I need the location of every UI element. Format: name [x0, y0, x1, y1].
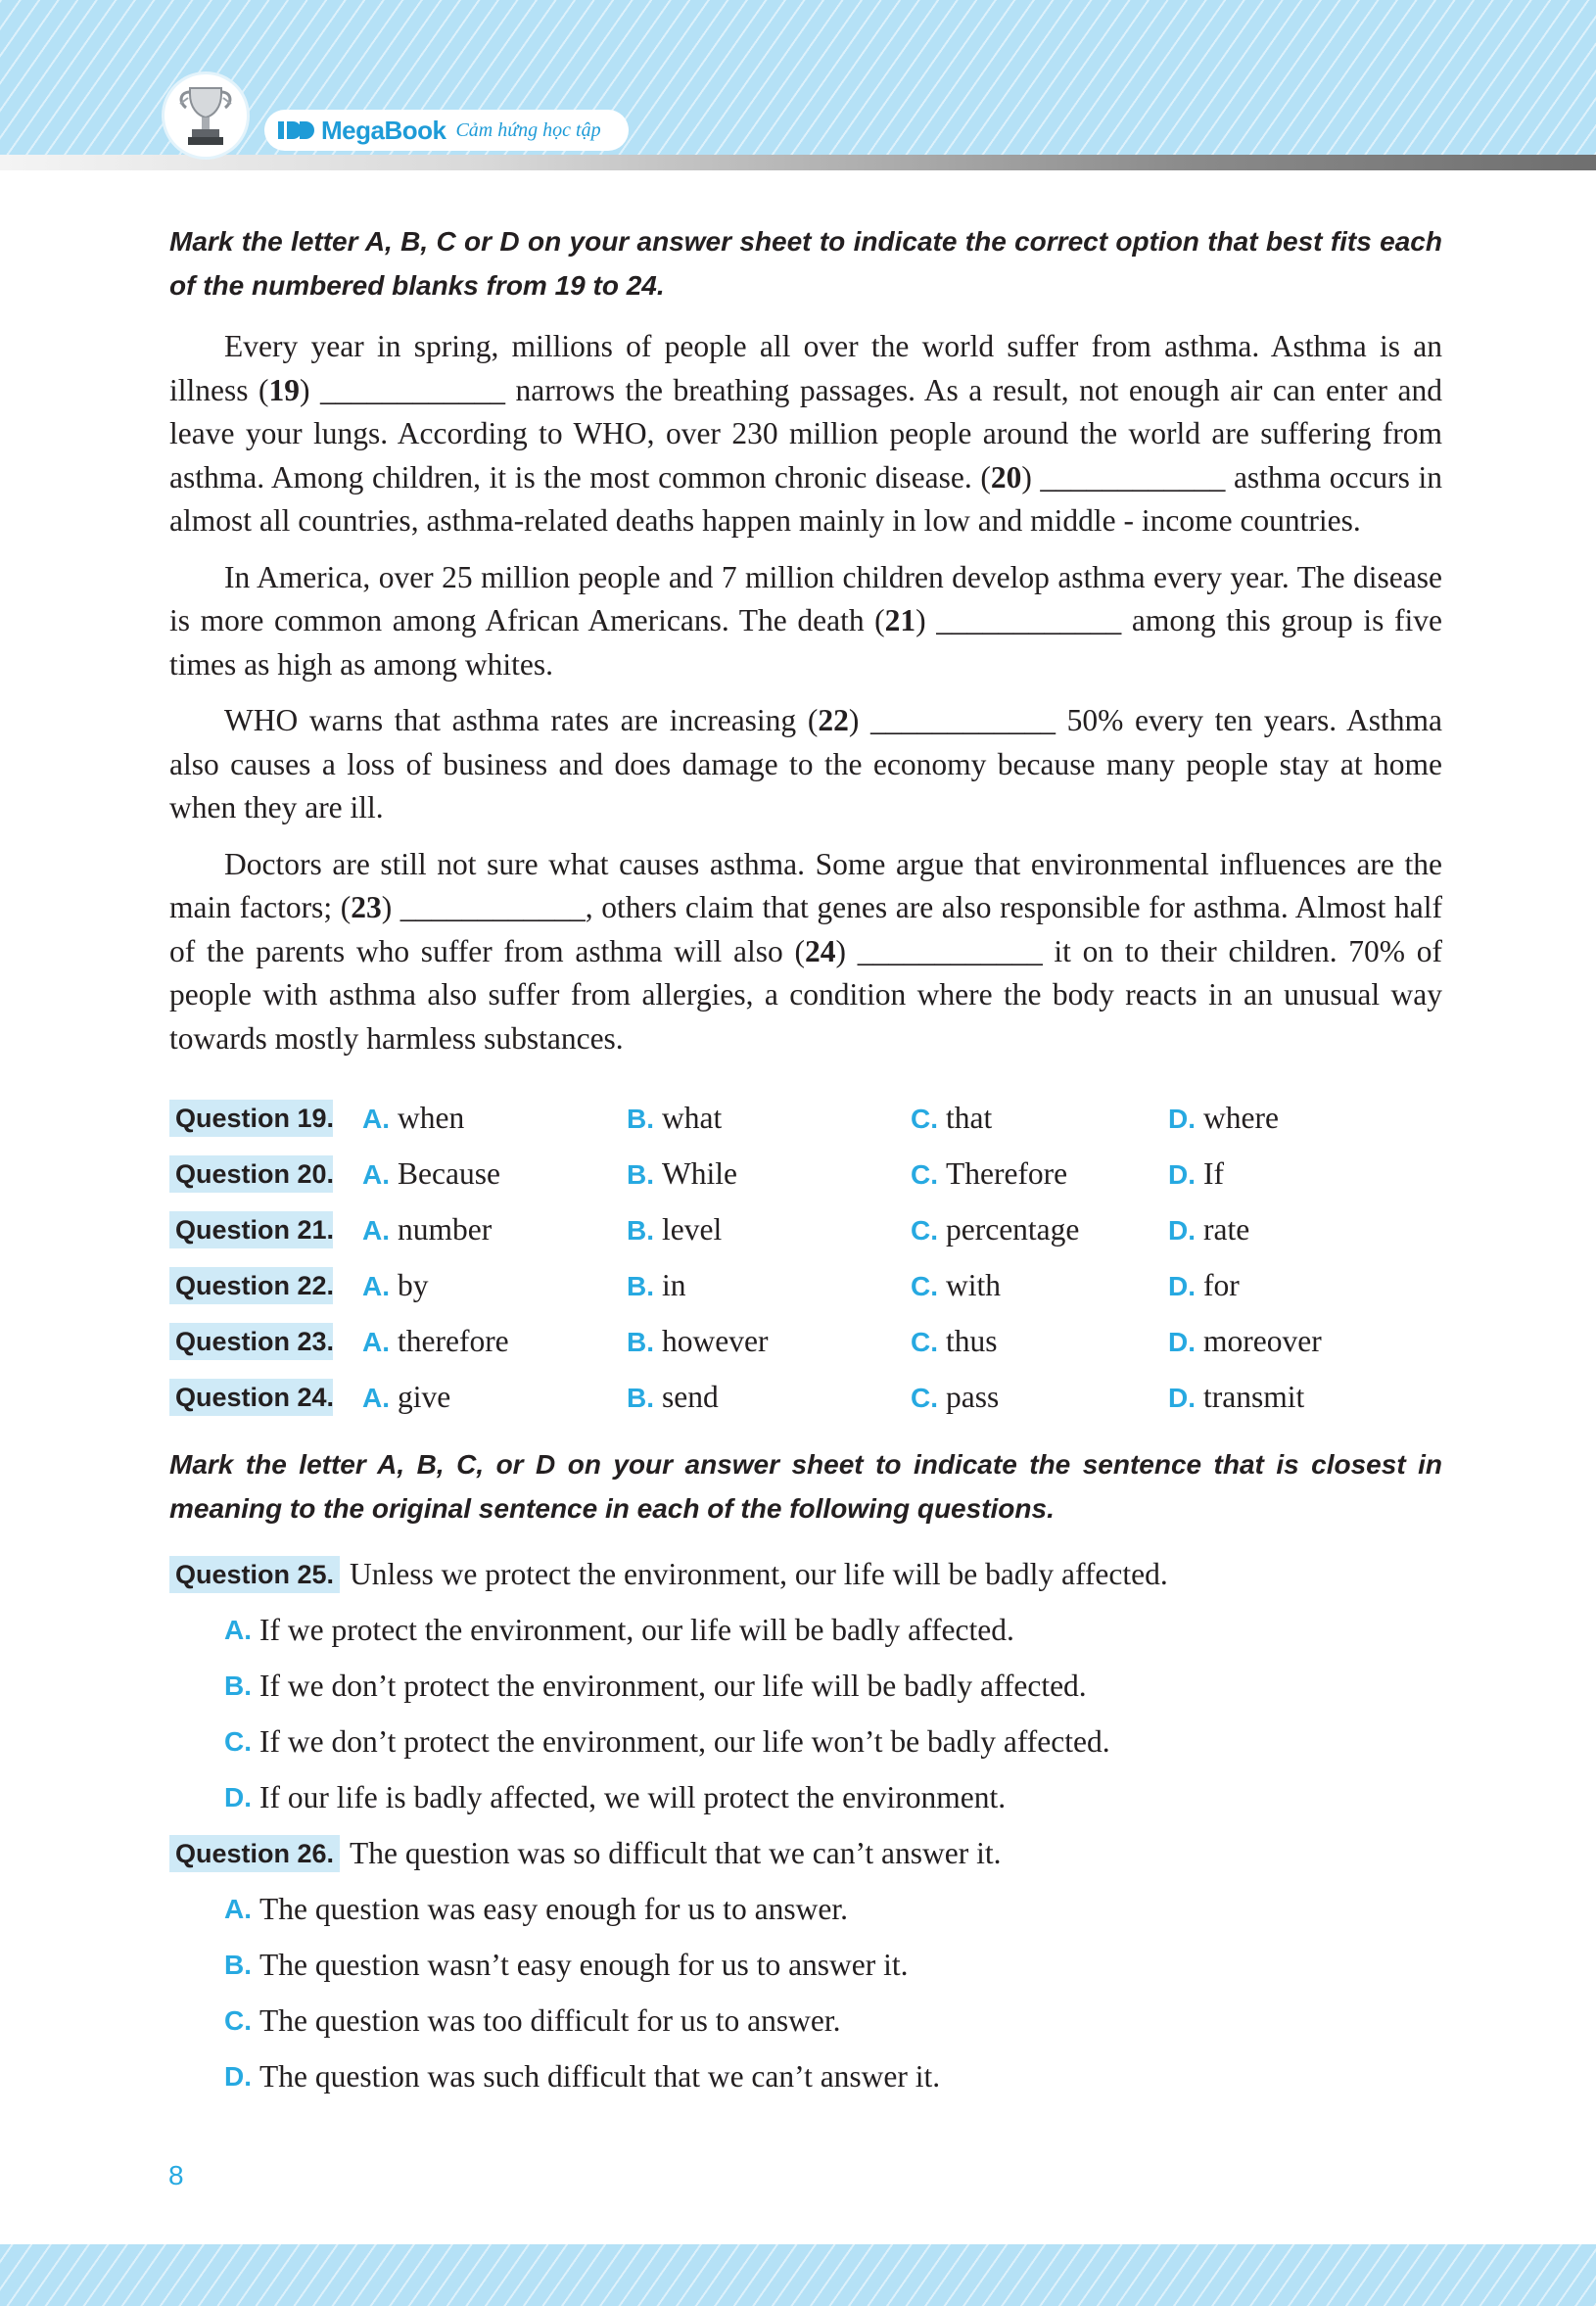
question-row-21 — [169, 1201, 1442, 1257]
question-label: Question 22. — [169, 1267, 333, 1304]
question-text: The question was so difficult that we can’t answer it. — [350, 1835, 1002, 1870]
option-a[interactable]: A. when — [362, 1100, 465, 1135]
option-d[interactable]: D. rate — [1168, 1211, 1250, 1247]
question-25 — [169, 1546, 1442, 1825]
option-c[interactable]: C. that — [911, 1100, 993, 1135]
option-c[interactable]: C. with — [911, 1267, 1002, 1302]
option-d[interactable]: D. If — [1168, 1155, 1224, 1191]
option-a[interactable]: A. The question was easy enough for us to answer. — [224, 1891, 848, 1926]
question-row-20 — [169, 1146, 1442, 1201]
option-c[interactable]: C. The question was too difficult for us to answer. — [224, 2002, 841, 2038]
option-c[interactable]: C. Therefore — [911, 1155, 1068, 1191]
megabook-mark-icon — [278, 119, 317, 141]
question-label: Question 20. — [169, 1155, 333, 1193]
question-row-22 — [169, 1257, 1442, 1313]
option-d[interactable]: D. for — [1168, 1267, 1240, 1302]
question-head — [169, 1825, 1442, 1881]
option-d[interactable]: D. If our life is badly affected, we will protect the environment. — [224, 1779, 1007, 1814]
question-label: Question 25. — [169, 1556, 340, 1593]
brand-badge — [264, 110, 629, 151]
passage-paragraph-3: WHO warns that asthma rates are increasing (22) ____________ 50% every ten years. Asthma also causes a loss of business and does damage to the economy because many people stay at home when they are ill. — [169, 703, 1442, 824]
option-b[interactable]: B. however — [627, 1323, 769, 1358]
option-b[interactable]: B. in — [627, 1267, 686, 1302]
passage-paragraph-4: Doctors are still not sure what causes asthma. Some argue that environmental influences are the main factors; (23) ____________, others claim that genes are also responsible for asthma. Almost half of the parents who suffer from asthma will also (24) ____________ it on to their children. 70% of people with asthma also suffer from allergies, a condition where the body reacts in an unusual way towards mostly harmless substances. — [169, 846, 1443, 1056]
option-b[interactable]: B. level — [627, 1211, 723, 1247]
option-c[interactable]: C. thus — [911, 1323, 998, 1358]
page-number: 8 — [168, 2160, 184, 2190]
brand-name: MegaBook — [321, 115, 446, 145]
brand-slogan: Cảm hứng học tập — [455, 118, 601, 141]
option-d[interactable]: D. transmit — [1168, 1379, 1305, 1414]
option-c[interactable]: C. pass — [911, 1379, 1000, 1414]
question-label: Question 21. — [169, 1211, 333, 1248]
footer-band — [0, 2244, 1596, 2306]
option-b[interactable]: B. what — [627, 1100, 723, 1135]
question-text: Unless we protect the environment, our life will be badly affected. — [350, 1556, 1168, 1591]
question-26 — [169, 1825, 1442, 2104]
option-d[interactable]: D. moreover — [1168, 1323, 1322, 1358]
question-head — [169, 1546, 1442, 1602]
question-label: Question 23. — [169, 1323, 333, 1360]
passage-paragraph-1: Every year in spring, millions of people all over the world suffer from asthma. Asthma is an illness (19) ____________ narrows the breathing passages. As a result, not enough air can enter and leave your lungs. According to WHO, over 230 million people around the world are suffering from asthma. Among children, it is the most common chronic disease. (20) ____________ asthma occurs in almost all countries, asthma-related deaths happen mainly in low and middle - income countries. — [169, 329, 1442, 538]
option-a[interactable]: A. therefore — [362, 1323, 509, 1358]
option-a[interactable]: A. If we protect the environment, our life will be badly affected. — [224, 1612, 1014, 1647]
option-a[interactable]: A. Because — [362, 1155, 500, 1191]
question-label: Question 19. — [169, 1100, 333, 1137]
option-d[interactable]: D. where — [1168, 1100, 1279, 1135]
question-row-23 — [169, 1313, 1442, 1369]
section2-instruction: Mark the letter A, B, C, or D on your answer sheet to indicate the sentence that is closest in meaning to the original sentence in each of the following questions. — [169, 1449, 1442, 1524]
option-b[interactable]: B. The question wasn’t easy enough for us to answer it. — [224, 1947, 909, 1982]
trophy-icon — [174, 82, 237, 149]
section1-instruction: Mark the letter A, B, C or D on your answer sheet to indicate the correct option that best fits each of the numbered blanks from 19 to 24. — [169, 226, 1442, 301]
option-a[interactable]: A. number — [362, 1211, 493, 1247]
option-c[interactable]: C. percentage — [911, 1211, 1080, 1247]
option-c[interactable]: C. If we don’t protect the environment, our life won’t be badly affected. — [224, 1723, 1110, 1759]
header-divider — [0, 155, 1596, 170]
option-b[interactable]: B. send — [627, 1379, 719, 1414]
trophy-logo — [164, 74, 247, 157]
question-grid — [169, 1090, 1442, 1425]
passage-paragraph-2: In America, over 25 million people and 7 million children develop asthma every year. The disease is more common among African Americans. The death (21) ____________ among this group is five times as high as among whites. — [169, 559, 1442, 682]
question-label: Question 24. — [169, 1379, 333, 1416]
option-a[interactable]: A. by — [362, 1267, 429, 1302]
option-a[interactable]: A. give — [362, 1379, 451, 1414]
option-b[interactable]: B. If we don’t protect the environment, our life will be badly affected. — [224, 1668, 1087, 1703]
question-row-24 — [169, 1369, 1442, 1425]
page-content — [169, 219, 1442, 2104]
question-row-19 — [169, 1090, 1442, 1146]
option-b[interactable]: B. While — [627, 1155, 737, 1191]
option-d[interactable]: D. The question was such difficult that we can’t answer it. — [224, 2058, 941, 2094]
question-label: Question 26. — [169, 1835, 340, 1872]
